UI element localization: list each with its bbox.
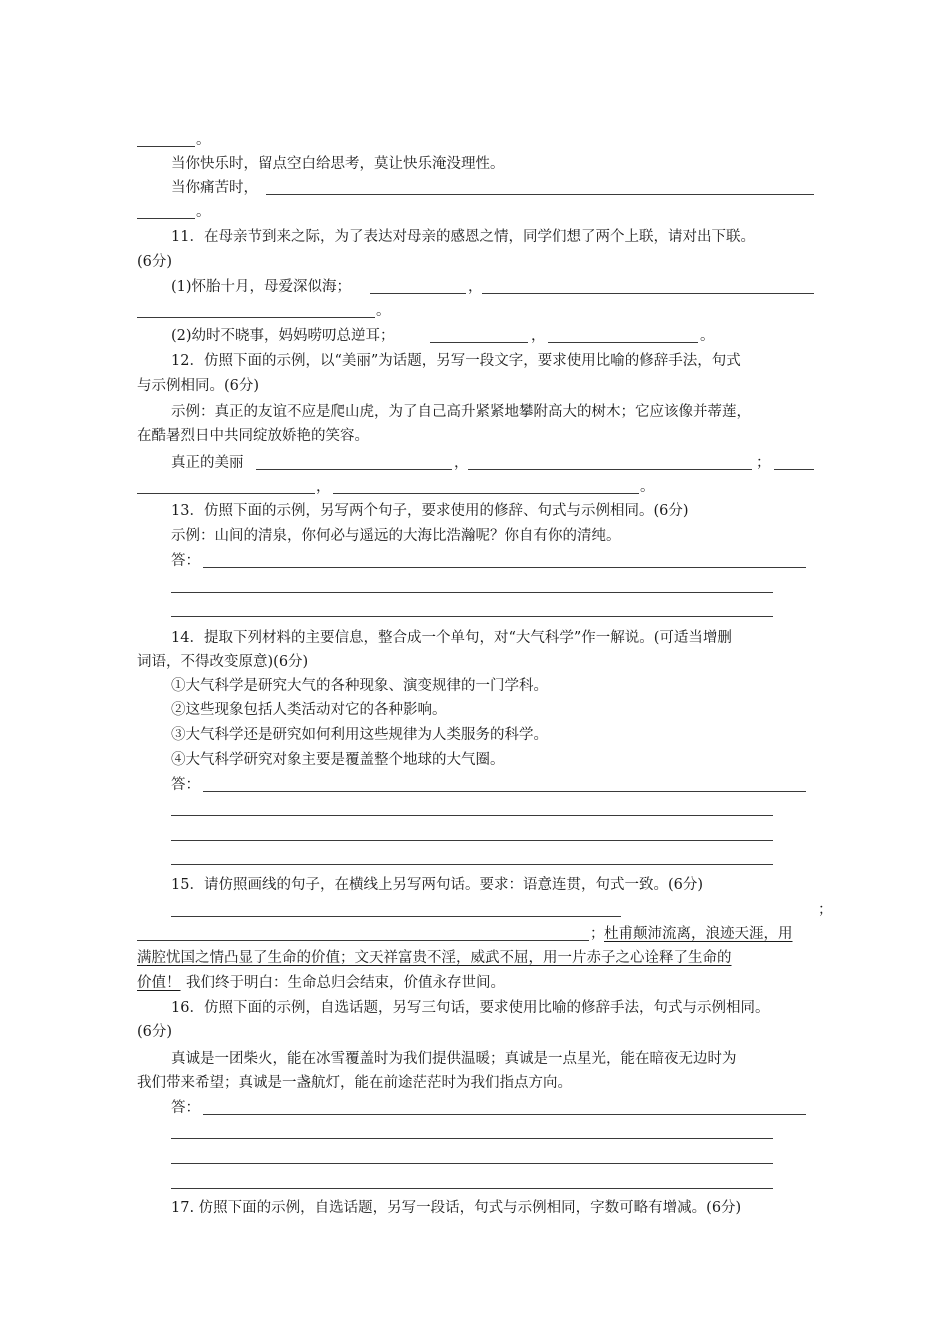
q14-item: ①大气科学是研究大气的各种现象、演变规律的一门学科。 — [171, 678, 548, 694]
answer-blank[interactable] — [482, 293, 814, 294]
answer-blank[interactable] — [171, 1138, 773, 1139]
answer-blank[interactable] — [171, 1188, 773, 1189]
answer-blank[interactable] — [137, 493, 315, 494]
answer-blank[interactable] — [203, 791, 806, 792]
q11-item1-end: 。 — [376, 303, 391, 319]
answer-blank[interactable] — [203, 1114, 806, 1115]
q14-item: ③大气科学还是研究如何利用这些规律为人类服务的科学。 — [171, 727, 548, 743]
q12-stem-2: 与示例相同。(6分) — [137, 378, 260, 394]
q11-stem: 11．在母亲节到来之际，为了表达对母亲的感恩之情，同学们想了两个上联，请对出下联。 — [171, 229, 755, 245]
answer-blank[interactable] — [171, 840, 773, 841]
answer-blank[interactable] — [137, 317, 375, 318]
answer-blank[interactable] — [774, 469, 814, 470]
q11-item1: (1)怀胎十月，母爱深似海； — [171, 279, 352, 295]
q10-end-2: 。 — [196, 204, 211, 220]
q16-score: (6分) — [137, 1024, 173, 1040]
q14-stem-2: 词语，不得改变原意)(6分) — [137, 654, 309, 670]
q11-item2-end: 。 — [700, 328, 715, 344]
answer-blank[interactable] — [171, 864, 773, 865]
answer-blank[interactable] — [137, 146, 195, 147]
semicolon: ； — [818, 902, 833, 918]
answer-blank[interactable] — [171, 916, 621, 917]
q10-example-text: 当你快乐时，留点空白给思考，莫让快乐淹没理性。 — [171, 156, 505, 172]
answer-blank[interactable] — [171, 815, 773, 816]
q12-example: 示例：真正的友谊不应是爬山虎，为了自己高升紧紧地攀附高大的树木；它应该像并蒂莲， — [171, 404, 751, 420]
comma: ， — [316, 479, 331, 495]
q12-example-2: 在酷暑烈日中共同绽放娇艳的笑容。 — [137, 428, 369, 444]
answer-blank[interactable] — [266, 194, 814, 195]
q16-stem: 16．仿照下面的示例，自选话题，另写三句话，要求使用比喻的修辞手法，句式与示例相同。 — [171, 1000, 770, 1016]
q12-prompt: 真正的美丽 — [171, 455, 244, 471]
underlined-model-sentence: 价值！ — [137, 975, 181, 991]
semicolon: ； — [756, 455, 771, 471]
comma: ， — [531, 328, 546, 344]
q17-stem: 17. 仿照下面的示例，自选话题，另写一段话，句式与示例相同，字数可略有增减。(6分) — [171, 1200, 742, 1216]
answer-blank[interactable] — [548, 342, 698, 343]
q14-item: ②这些现象包括人类活动对它的各种影响。 — [171, 702, 447, 718]
underlined-model-sentence: 满腔忧国之情凸显了生命的价值；文天祥富贵不淫，威武不屈，用一片赤子之心诠释了生命的 — [137, 950, 732, 966]
underlined-model-sentence: 杜甫颠沛流离，浪迹天涯，用 — [604, 926, 793, 942]
answer-blank[interactable] — [203, 567, 806, 568]
answer-label: 答： — [171, 553, 200, 569]
answer-blank[interactable] — [430, 342, 528, 343]
answer-label: 答： — [171, 1100, 200, 1116]
answer-blank[interactable] — [171, 616, 773, 617]
answer-blank[interactable] — [171, 1163, 773, 1164]
answer-blank[interactable] — [171, 592, 773, 593]
q12-stem: 12．仿照下面的示例，以“美丽”为话题，另写一段文字，要求使用比喻的修辞手法，句式 — [171, 353, 741, 369]
comma: ， — [468, 279, 483, 295]
q14-stem: 14．提取下列材料的主要信息，整合成一个单句，对“大气科学”作一解说。(可适当增删 — [171, 630, 732, 646]
answer-blank[interactable] — [468, 469, 752, 470]
q10-prompt: 当你痛苦时， — [171, 180, 258, 196]
q11-score: (6分) — [137, 254, 173, 270]
q16-example: 真诚是一团柴火，能在冰雪覆盖时为我们提供温暖；真诚是一点星光，能在暗夜无边时为 — [171, 1051, 737, 1067]
q11-item2: (2)幼时不晓事，妈妈唠叨总逆耳； — [171, 328, 395, 344]
q13-stem: 13．仿照下面的示例，另写两个句子，要求使用的修辞、句式与示例相同。(6分) — [171, 503, 689, 519]
q12-end: 。 — [640, 479, 655, 495]
answer-blank[interactable] — [137, 218, 195, 219]
answer-blank[interactable] — [137, 940, 589, 941]
q10-end: 。 — [196, 132, 211, 148]
q13-example: 示例：山间的清泉，你何必与遥远的大海比浩瀚呢？你自有你的清纯。 — [171, 528, 621, 544]
answer-blank[interactable] — [370, 293, 466, 294]
answer-label: 答： — [171, 777, 200, 793]
semicolon: ； — [590, 926, 605, 942]
answer-blank[interactable] — [333, 493, 639, 494]
q16-example-2: 我们带来希望；真诚是一盏航灯，能在前途茫茫时为我们指点方向。 — [137, 1075, 572, 1091]
answer-blank[interactable] — [256, 469, 452, 470]
comma: ， — [454, 455, 469, 471]
q15-stem: 15．请仿照画线的句子，在横线上另写两句话。要求：语意连贯，句式一致。(6分) — [171, 877, 703, 893]
q15-tail: 我们终于明白：生命总归会结束，价值永存世间。 — [186, 975, 505, 991]
q14-item: ④大气科学研究对象主要是覆盖整个地球的大气圈。 — [171, 752, 505, 768]
